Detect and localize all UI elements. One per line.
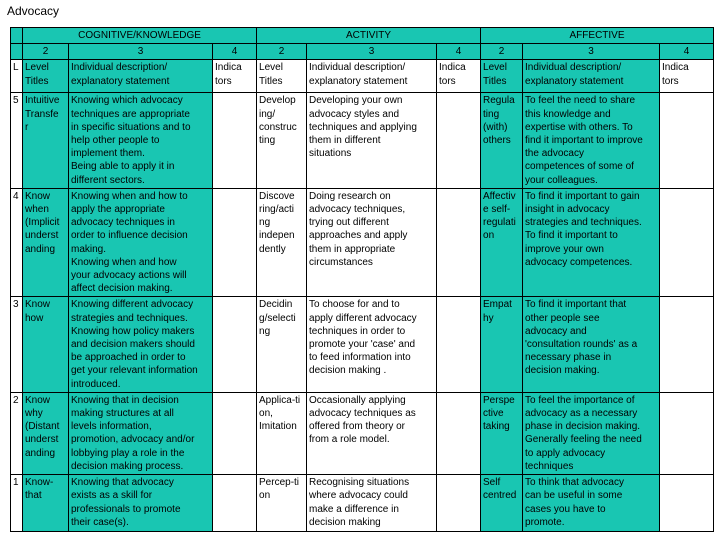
activity-indicators — [437, 392, 481, 474]
affective-column-header: AFFECTIVE — [481, 28, 714, 44]
cognitive-description: Knowing different advocacy strategies and techniques. Knowing how policy makers and decision makers should be approached in order to get your relevant information introduced. — [69, 297, 213, 392]
activity-indicators — [437, 93, 481, 188]
cognitive-indicators — [213, 475, 257, 532]
cognitive-indicators — [213, 188, 257, 297]
affective-description: To feel the need to share this knowledge and expertise with others. To find it important to improve the advocacy competences of some of your colleagues. — [523, 93, 660, 188]
affective-indicators — [660, 297, 714, 392]
column-number: 2 — [23, 44, 69, 60]
cognitive-titles-header: Level Titles — [23, 60, 69, 93]
activity-level-title: Develop ing/ construc ting — [257, 93, 307, 188]
affective-indicators-header: Indica tors — [660, 60, 714, 93]
level-header: L — [11, 60, 23, 93]
cognitive-indicators — [213, 93, 257, 188]
level-number: 3 — [11, 297, 23, 392]
empty-corner-cell — [11, 28, 23, 44]
level-number: 4 — [11, 188, 23, 297]
affective-level-title: Affectiv e self- regulati on — [481, 188, 523, 297]
table-row — [11, 297, 714, 392]
cognitive-description: Knowing when and how to apply the appropriate advocacy techniques in order to influence decision making. Knowing when and how your advocacy actions will affect decision making. — [69, 188, 213, 297]
column-number: 4 — [213, 44, 257, 60]
empty-number-cell — [11, 44, 23, 60]
affective-indicators — [660, 188, 714, 297]
activity-level-title: Discove ring/acti ng indepen dently — [257, 188, 307, 297]
cognitive-description: Knowing which advocacy techniques are appropriate in specific situations and to help other people to implement them. Being able to apply it in different sectors. — [69, 93, 213, 188]
advocacy-matrix — [10, 27, 714, 532]
cognitive-indicators — [213, 297, 257, 392]
activity-titles-header: Level Titles — [257, 60, 307, 93]
affective-description: To find it important that other people see advocacy and 'consultation rounds' as a necessary phase in decision making. — [523, 297, 660, 392]
affective-level-title: Regula ting (with) others — [481, 93, 523, 188]
activity-description: Recognising situations where advocacy could make a difference in decision making — [307, 475, 437, 532]
activity-level-title: Decidin g/selecti ng — [257, 297, 307, 392]
activity-indicators — [437, 297, 481, 392]
cognitive-level-title: Know when (Implicit underst anding — [23, 188, 69, 297]
affective-description: To think that advocacy can be useful in some cases you have to promote. — [523, 475, 660, 532]
affective-description-header: Individual description/ explanatory statement — [523, 60, 660, 93]
table-row — [11, 475, 714, 532]
cognitive-level-title: Know- that — [23, 475, 69, 532]
column-number: 2 — [481, 44, 523, 60]
cognitive-description-header: Individual description/ explanatory statement — [69, 60, 213, 93]
activity-description: Occasionally applying advocacy techniques as offered from theory or from a role model. — [307, 392, 437, 474]
affective-titles-header: Level Titles — [481, 60, 523, 93]
activity-indicators — [437, 188, 481, 297]
cognitive-column-header: COGNITIVE/KNOWLEDGE — [23, 28, 257, 44]
activity-indicators-header: Indica tors — [437, 60, 481, 93]
column-number: 3 — [69, 44, 213, 60]
cognitive-level-title: Know how — [23, 297, 69, 392]
column-number: 3 — [523, 44, 660, 60]
activity-description: Developing your own advocacy styles and techniques and applying them in different situations — [307, 93, 437, 188]
cognitive-level-title: Know why (Distant underst anding — [23, 392, 69, 474]
column-number: 2 — [257, 44, 307, 60]
activity-column-header: ACTIVITY — [257, 28, 481, 44]
column-number: 4 — [437, 44, 481, 60]
activity-description-header: Individual description/ explanatory statement — [307, 60, 437, 93]
table-row — [11, 188, 714, 297]
affective-indicators — [660, 475, 714, 532]
column-number: 4 — [660, 44, 714, 60]
table-row — [11, 392, 714, 474]
table-row — [11, 93, 714, 188]
activity-indicators — [437, 475, 481, 532]
column-number: 3 — [307, 44, 437, 60]
activity-level-title: Percep-ti on — [257, 475, 307, 532]
cognitive-level-title: Intuitive Transfe r — [23, 93, 69, 188]
page-title: Advocacy — [7, 4, 60, 18]
affective-level-title: Perspe ctive taking — [481, 392, 523, 474]
cognitive-description: Knowing that in decision making structures at all levels information, promotion, advocacy and/or lobbying play a role in the decision making process. — [69, 392, 213, 474]
affective-description: To find it important to gain insight in advocacy strategies and techniques. To find it important to improve your own advocacy competences. — [523, 188, 660, 297]
cognitive-indicators-header: Indica tors — [213, 60, 257, 93]
affective-level-title: Self centred — [481, 475, 523, 532]
affective-indicators — [660, 392, 714, 474]
level-number: 2 — [11, 392, 23, 474]
cognitive-indicators — [213, 392, 257, 474]
activity-description: To choose for and to apply different advocacy techniques in order to promote your 'case' and to feed information into decision making . — [307, 297, 437, 392]
activity-description: Doing research on advocacy techniques, trying out different approaches and apply them in appropriate circumstances — [307, 188, 437, 297]
level-number: 5 — [11, 93, 23, 188]
cognitive-description: Knowing that advocacy exists as a skill for professionals to promote their case(s). — [69, 475, 213, 532]
affective-level-title: Empat hy — [481, 297, 523, 392]
affective-indicators — [660, 93, 714, 188]
activity-level-title: Applica-ti on, Imitation — [257, 392, 307, 474]
affective-description: To feel the importance of advocacy as a necessary phase in decision making. Generally feeling the need to apply advocacy techniques — [523, 392, 660, 474]
level-number: 1 — [11, 475, 23, 532]
